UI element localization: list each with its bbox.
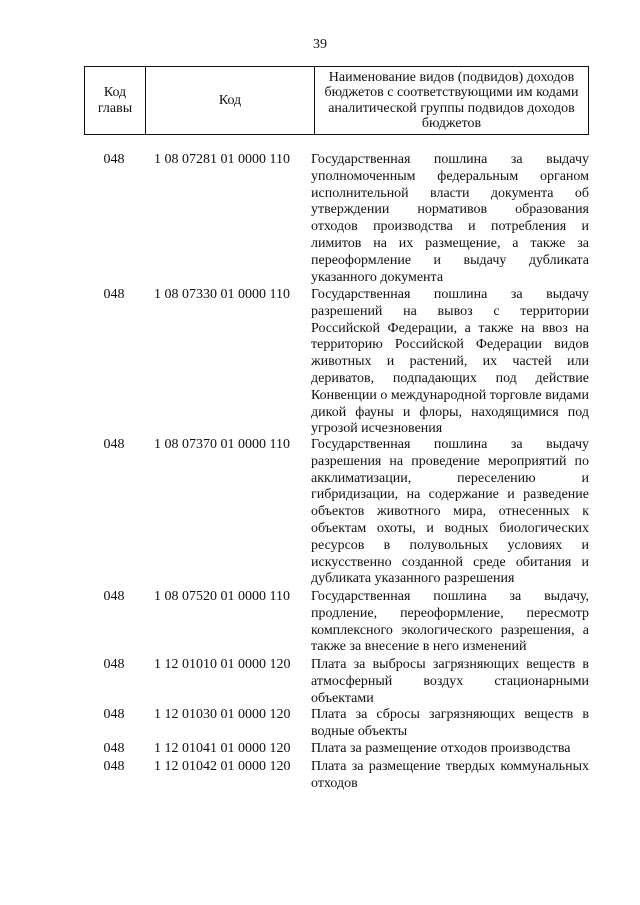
table-row [84, 741, 589, 759]
row-name: Плата за сбросы загрязняющих веществ в водные объекты [311, 707, 589, 739]
table-body [84, 152, 589, 793]
row-name: Государственная пошлина за выдачу, продление, переоформление, пересмотр комплексного экологического разрешения, а также за внесение в него изменений [311, 589, 589, 655]
row-chapter: 048 [103, 437, 125, 452]
row-chapter: 048 [103, 287, 125, 302]
row-code: 1 08 07520 01 0000 110 [154, 589, 290, 604]
table-row [84, 437, 589, 589]
row-chapter: 048 [103, 759, 125, 774]
row-name: Плата за размещение твердых коммунальных отходов [311, 759, 589, 791]
row-name: Плата за размещение отходов производства [311, 741, 571, 756]
row-code: 1 08 07330 01 0000 110 [154, 287, 290, 302]
row-code: 1 08 07281 01 0000 110 [154, 152, 290, 167]
table-row [84, 657, 589, 707]
row-code: 1 08 07370 01 0000 110 [154, 437, 290, 452]
row-name: Государственная пошлина за выдачу уполномоченным федеральным органом исполнительной власти документа об утверждении нормативов образования отходов производства и потребления и лимитов на их размещение, а также за переоформление и выдачу дубликата указанного документа [311, 152, 589, 285]
table-row [84, 759, 589, 793]
table-row [84, 589, 589, 657]
header-name: Наименование видов (подвидов) доходов бюджетов с соответствующими им кодами аналитической группы подвидов доходов бюджетов [315, 67, 589, 135]
row-name: Плата за выбросы загрязняющих веществ в атмосферный воздух стационарными объектами [311, 657, 589, 706]
row-code: 1 12 01042 01 0000 120 [154, 759, 291, 774]
table-row [84, 287, 589, 437]
table-row [84, 707, 589, 741]
row-name: Государственная пошлина за выдачу разрешения на проведение мероприятий по акклиматизации, переселению и гибридизации, на содержание и разведение объектов животного мира, отнесенных к объектам охоты, и водных биологических ресурсов в полувольных условиях и искусственно созданной среде обитания и дубликата указанного разрешения [311, 437, 589, 587]
row-name: Государственная пошлина за выдачу разрешений на вывоз с территории Российской Федерации, а также на ввоз на территорию Российской Федерации видов животных и растений, их частей или дериватов, подпадающих под действие Конвенции о международной торговле видами дикой фауны и флоры, находящимися под угрозой исчезновения [311, 287, 589, 437]
row-chapter: 048 [103, 707, 125, 722]
header-code: Код [146, 67, 315, 135]
row-code: 1 12 01041 01 0000 120 [154, 741, 291, 756]
row-chapter: 048 [103, 589, 125, 604]
header-chapter-code: Код главы [85, 67, 146, 135]
page-number: 39 [313, 37, 327, 52]
row-chapter: 048 [103, 741, 125, 756]
table-header [84, 66, 589, 135]
row-chapter: 048 [103, 657, 125, 672]
row-chapter: 048 [103, 152, 125, 167]
row-code: 1 12 01030 01 0000 120 [154, 707, 291, 722]
table-row [84, 152, 589, 287]
row-code: 1 12 01010 01 0000 120 [154, 657, 291, 672]
